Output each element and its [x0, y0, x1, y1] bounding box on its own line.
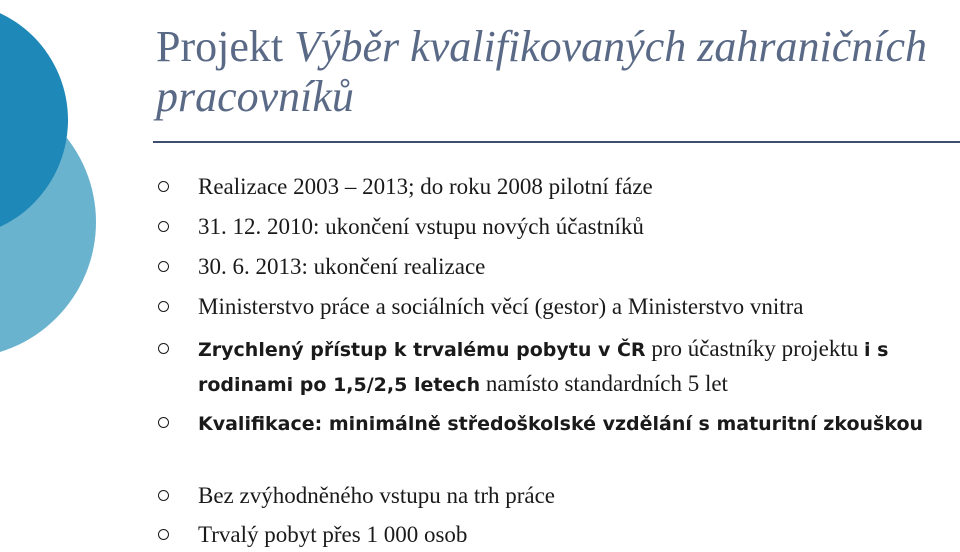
- bullet-circle-icon: [158, 529, 169, 540]
- bullet-item: [158, 479, 938, 512]
- bullet-text: pro účastníky projektu: [645, 336, 865, 361]
- slide-title: [156, 22, 946, 122]
- bullet-item: [158, 210, 938, 243]
- bullet-bold-text: Kvalifikace: minimálně středoškolské vzdělání s maturitní zkouškou: [198, 413, 924, 435]
- bullet-circle-icon: [158, 301, 169, 312]
- bullet-circle-icon: [158, 417, 169, 428]
- bullet-text: namísto standardních 5 let: [480, 371, 728, 396]
- bullet-circle-icon: [158, 343, 169, 354]
- title-regular: Projekt: [156, 22, 284, 71]
- bullet-item: [158, 406, 938, 441]
- bullet-text: 31. 12. 2010: ukončení vstupu nových účastníků: [198, 214, 644, 239]
- bullet-item: [158, 170, 938, 203]
- bullet-text: 30. 6. 2013: ukončení realizace: [198, 254, 486, 279]
- bullet-circle-icon: [158, 490, 169, 501]
- bullet-bold-text: Zrychlený přístup k trvalému pobytu v ČR: [198, 339, 646, 361]
- bullet-text: Bez zvýhodněného vstupu na trh práce: [198, 483, 556, 508]
- bullet-text: Realizace 2003 – 2013; do roku 2008 pilotní fáze: [198, 174, 653, 199]
- bullet-text: Ministerstvo práce a sociálních věcí (gestor) a Ministerstvo vnitra: [198, 294, 804, 319]
- bullet-item: [158, 250, 938, 283]
- bullet-item: [158, 332, 938, 402]
- bullet-text: Trvalý pobyt přes 1 000 osob: [198, 522, 468, 547]
- bullet-circle-icon: [158, 181, 169, 192]
- bullet-circle-icon: [158, 221, 169, 232]
- bullet-bold-text: i s rodinami po 1,5/2,5 letech: [198, 339, 889, 396]
- bullet-item: [158, 518, 938, 551]
- title-italic: Výběr kvalifikovaných zahraničních pracovníků: [156, 22, 927, 121]
- bullet-circle-icon: [158, 261, 169, 272]
- bullet-item: [158, 290, 938, 323]
- decorative-circles: [0, 0, 130, 552]
- title-divider: [153, 141, 960, 143]
